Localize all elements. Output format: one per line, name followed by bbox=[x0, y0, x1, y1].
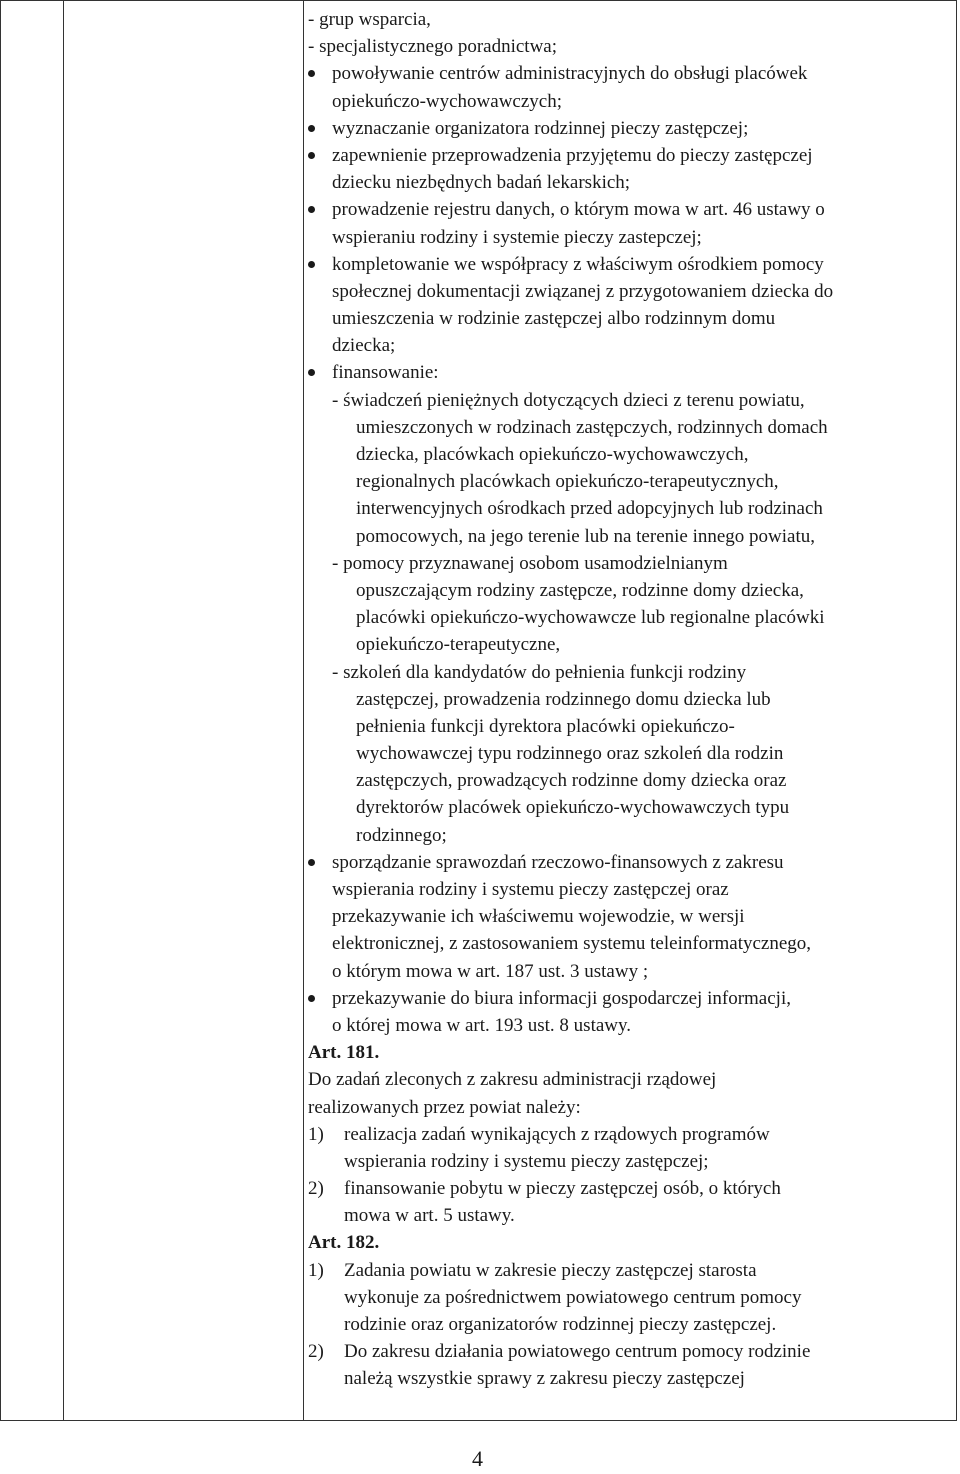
text-line bbox=[308, 985, 948, 1012]
line-text: mowa w art. 5 ustawy. bbox=[344, 1205, 515, 1227]
line-text: finansowanie pobytu w pieczy zastępczej osób, o których bbox=[344, 1178, 781, 1200]
line-text: Do zadań zleconych z zakresu administracji rządowej bbox=[308, 1069, 717, 1091]
list-number: 2) bbox=[308, 1341, 324, 1363]
text-line bbox=[308, 1066, 948, 1093]
text-line bbox=[308, 767, 948, 794]
bullet-icon bbox=[308, 152, 315, 159]
line-text: wykonuje za pośrednictwem powiatowego centrum pomocy bbox=[344, 1286, 802, 1308]
text-line bbox=[308, 849, 948, 876]
bullet-icon bbox=[308, 261, 315, 268]
line-text: przekazywanie do biura informacji gospodarczej informacji, bbox=[332, 987, 791, 1009]
text-line bbox=[308, 33, 948, 60]
text-line bbox=[308, 495, 948, 522]
text-line bbox=[308, 903, 948, 930]
bullet-icon bbox=[308, 70, 315, 77]
text-line bbox=[308, 224, 948, 251]
line-text: wspierania rodziny i systemu pieczy zastępczej oraz bbox=[332, 879, 729, 900]
line-text: realizowanych przez powiat należy: bbox=[308, 1096, 581, 1118]
text-line bbox=[308, 1175, 948, 1202]
bullet-icon bbox=[308, 206, 315, 213]
text-line bbox=[308, 876, 948, 903]
line-text: dziecku niezbędnych badań lekarskich; bbox=[332, 172, 631, 194]
text-line bbox=[308, 115, 948, 142]
bullet-icon bbox=[308, 859, 315, 866]
line-text: należą wszystkie sprawy z zakresu pieczy zastępczej bbox=[344, 1368, 745, 1390]
line-text: regionalnych placówkach opiekuńczo-terapeutycznych, bbox=[356, 471, 779, 493]
text-line bbox=[308, 631, 948, 658]
text-line bbox=[308, 1012, 948, 1039]
text-line bbox=[308, 604, 948, 631]
line-text: zastępczych, prowadzących rodzinne domy dziecka oraz bbox=[356, 770, 787, 792]
line-text: interwencyjnych ośrodkach przed adopcyjnych lub rodzinach bbox=[356, 498, 823, 520]
text-line bbox=[308, 60, 948, 87]
line-text: umieszczonych w rodzinach zastępczych, rodzinnych domach bbox=[356, 416, 828, 438]
line-text: przekazywanie ich właściwemu wojewodzie, w wersji bbox=[332, 906, 745, 928]
text-line bbox=[308, 6, 948, 33]
line-text: wspieraniu rodziny i systemie pieczy zastepczej; bbox=[332, 226, 702, 248]
line-text: - specjalistycznego poradnictwa; bbox=[308, 36, 558, 58]
line-text: wspierania rodziny i systemu pieczy zastępczej; bbox=[344, 1150, 709, 1172]
line-text: Do zakresu działania powiatowego centrum pomocy rodzinie bbox=[344, 1341, 811, 1363]
text-line bbox=[308, 1229, 948, 1256]
line-text: - szkoleń dla kandydatów do pełnienia funkcji rodziny bbox=[332, 661, 747, 683]
text-line bbox=[308, 550, 948, 577]
line-text: opuszczającym rodziny zastępcze, rodzinne domy dziecka, bbox=[356, 579, 804, 601]
text-line bbox=[308, 794, 948, 821]
line-text: Art. 181. bbox=[308, 1042, 380, 1064]
bullet-icon bbox=[308, 995, 315, 1002]
line-text: elektronicznej, z zastosowaniem systemu teleinformatycznego, bbox=[332, 933, 812, 955]
line-text: umieszczenia w rodzinie zastępczej albo rodzinnym domu bbox=[332, 308, 776, 330]
list-number: 1) bbox=[308, 1123, 324, 1145]
line-text: o której mowa w art. 193 ust. 8 ustawy. bbox=[332, 1014, 632, 1036]
text-line bbox=[308, 251, 948, 278]
text-line bbox=[308, 278, 948, 305]
table-column-2 bbox=[64, 0, 304, 1421]
document-body bbox=[308, 6, 948, 1393]
line-text: - pomocy przyznawanej osobom usamodzielnianym bbox=[332, 552, 728, 574]
line-text: wychowawczej typu rodzinnego oraz szkoleń dla rodzin bbox=[356, 743, 784, 765]
page-number: 4 bbox=[472, 1446, 483, 1471]
line-text: opiekuńczo-terapeutyczne, bbox=[356, 634, 561, 656]
text-line bbox=[308, 441, 948, 468]
text-line bbox=[308, 958, 948, 985]
line-text: dziecka, placówkach opiekuńczo-wychowawczych, bbox=[356, 444, 749, 465]
line-text: sporządzanie sprawozdań rzeczowo-finansowych z zakresu bbox=[332, 851, 784, 873]
text-line bbox=[308, 1148, 948, 1175]
text-line bbox=[308, 169, 948, 196]
text-line bbox=[308, 1202, 948, 1229]
line-text: społecznej dokumentacji związanej z przygotowaniem dziecka do bbox=[332, 280, 834, 302]
text-line bbox=[308, 523, 948, 550]
bullet-icon bbox=[308, 369, 315, 376]
line-text: pomocowych, na jego terenie lub na terenie innego powiatu, bbox=[356, 525, 816, 547]
bullet-icon bbox=[308, 125, 315, 132]
line-text: rodzinnego; bbox=[356, 824, 447, 846]
text-line bbox=[308, 468, 948, 495]
line-text: wyznaczanie organizatora rodzinnej pieczy zastępczej; bbox=[332, 117, 749, 139]
line-text: prowadzenie rejestru danych, o którym mowa w art. 46 ustawy o bbox=[332, 199, 825, 221]
text-line bbox=[308, 414, 948, 441]
table-column-1 bbox=[0, 0, 64, 1421]
line-text: Art. 182. bbox=[308, 1232, 380, 1254]
line-text: zapewnienie przeprowadzenia przyjętemu do pieczy zastępczej bbox=[332, 144, 813, 166]
text-line bbox=[308, 822, 948, 849]
line-text: pełnienia funkcji dyrektora placówki opiekuńczo- bbox=[356, 715, 735, 737]
text-line bbox=[308, 1094, 948, 1121]
line-text: zastępczej, prowadzenia rodzinnego domu dziecka lub bbox=[356, 688, 771, 710]
line-text: - grup wsparcia, bbox=[308, 9, 431, 30]
text-line bbox=[308, 659, 948, 686]
list-number: 2) bbox=[308, 1178, 324, 1200]
line-text: - świadczeń pieniężnych dotyczących dzieci z terenu powiatu, bbox=[332, 389, 805, 411]
text-line bbox=[308, 1121, 948, 1148]
text-line bbox=[308, 930, 948, 957]
line-text: dziecka; bbox=[332, 335, 396, 357]
text-line bbox=[308, 332, 948, 359]
line-text: dyrektorów placówek opiekuńczo-wychowawczych typu bbox=[356, 797, 790, 819]
list-number: 1) bbox=[308, 1259, 324, 1281]
text-line bbox=[308, 713, 948, 740]
text-line bbox=[308, 1338, 948, 1365]
line-text: o którym mowa w art. 187 ust. 3 ustawy ; bbox=[332, 960, 649, 982]
text-line bbox=[308, 88, 948, 115]
text-line bbox=[308, 1257, 948, 1284]
text-line bbox=[308, 1365, 948, 1392]
line-text: powoływanie centrów administracyjnych do obsługi placówek bbox=[332, 63, 808, 85]
text-line bbox=[308, 305, 948, 332]
text-line bbox=[308, 359, 948, 386]
text-line bbox=[308, 1284, 948, 1311]
line-text: kompletowanie we współpracy z właściwym ośrodkiem pomocy bbox=[332, 253, 824, 275]
text-line bbox=[308, 196, 948, 223]
line-text: finansowanie: bbox=[332, 362, 439, 384]
line-text: Zadania powiatu w zakresie pieczy zastępczej starosta bbox=[344, 1259, 757, 1281]
text-line bbox=[308, 1311, 948, 1338]
line-text: opiekuńczo-wychowawczych; bbox=[332, 90, 563, 112]
text-line bbox=[308, 1039, 948, 1066]
text-line bbox=[308, 740, 948, 767]
text-line bbox=[308, 387, 948, 414]
text-line bbox=[308, 686, 948, 713]
line-text: rodzinie oraz organizatorów rodzinnej pieczy zastępczej. bbox=[344, 1314, 777, 1335]
text-line bbox=[308, 577, 948, 604]
text-line bbox=[308, 142, 948, 169]
line-text: realizacja zadań wynikających z rządowych programów bbox=[344, 1123, 770, 1145]
line-text: placówki opiekuńczo-wychowawcze lub regionalne placówki bbox=[356, 607, 825, 629]
